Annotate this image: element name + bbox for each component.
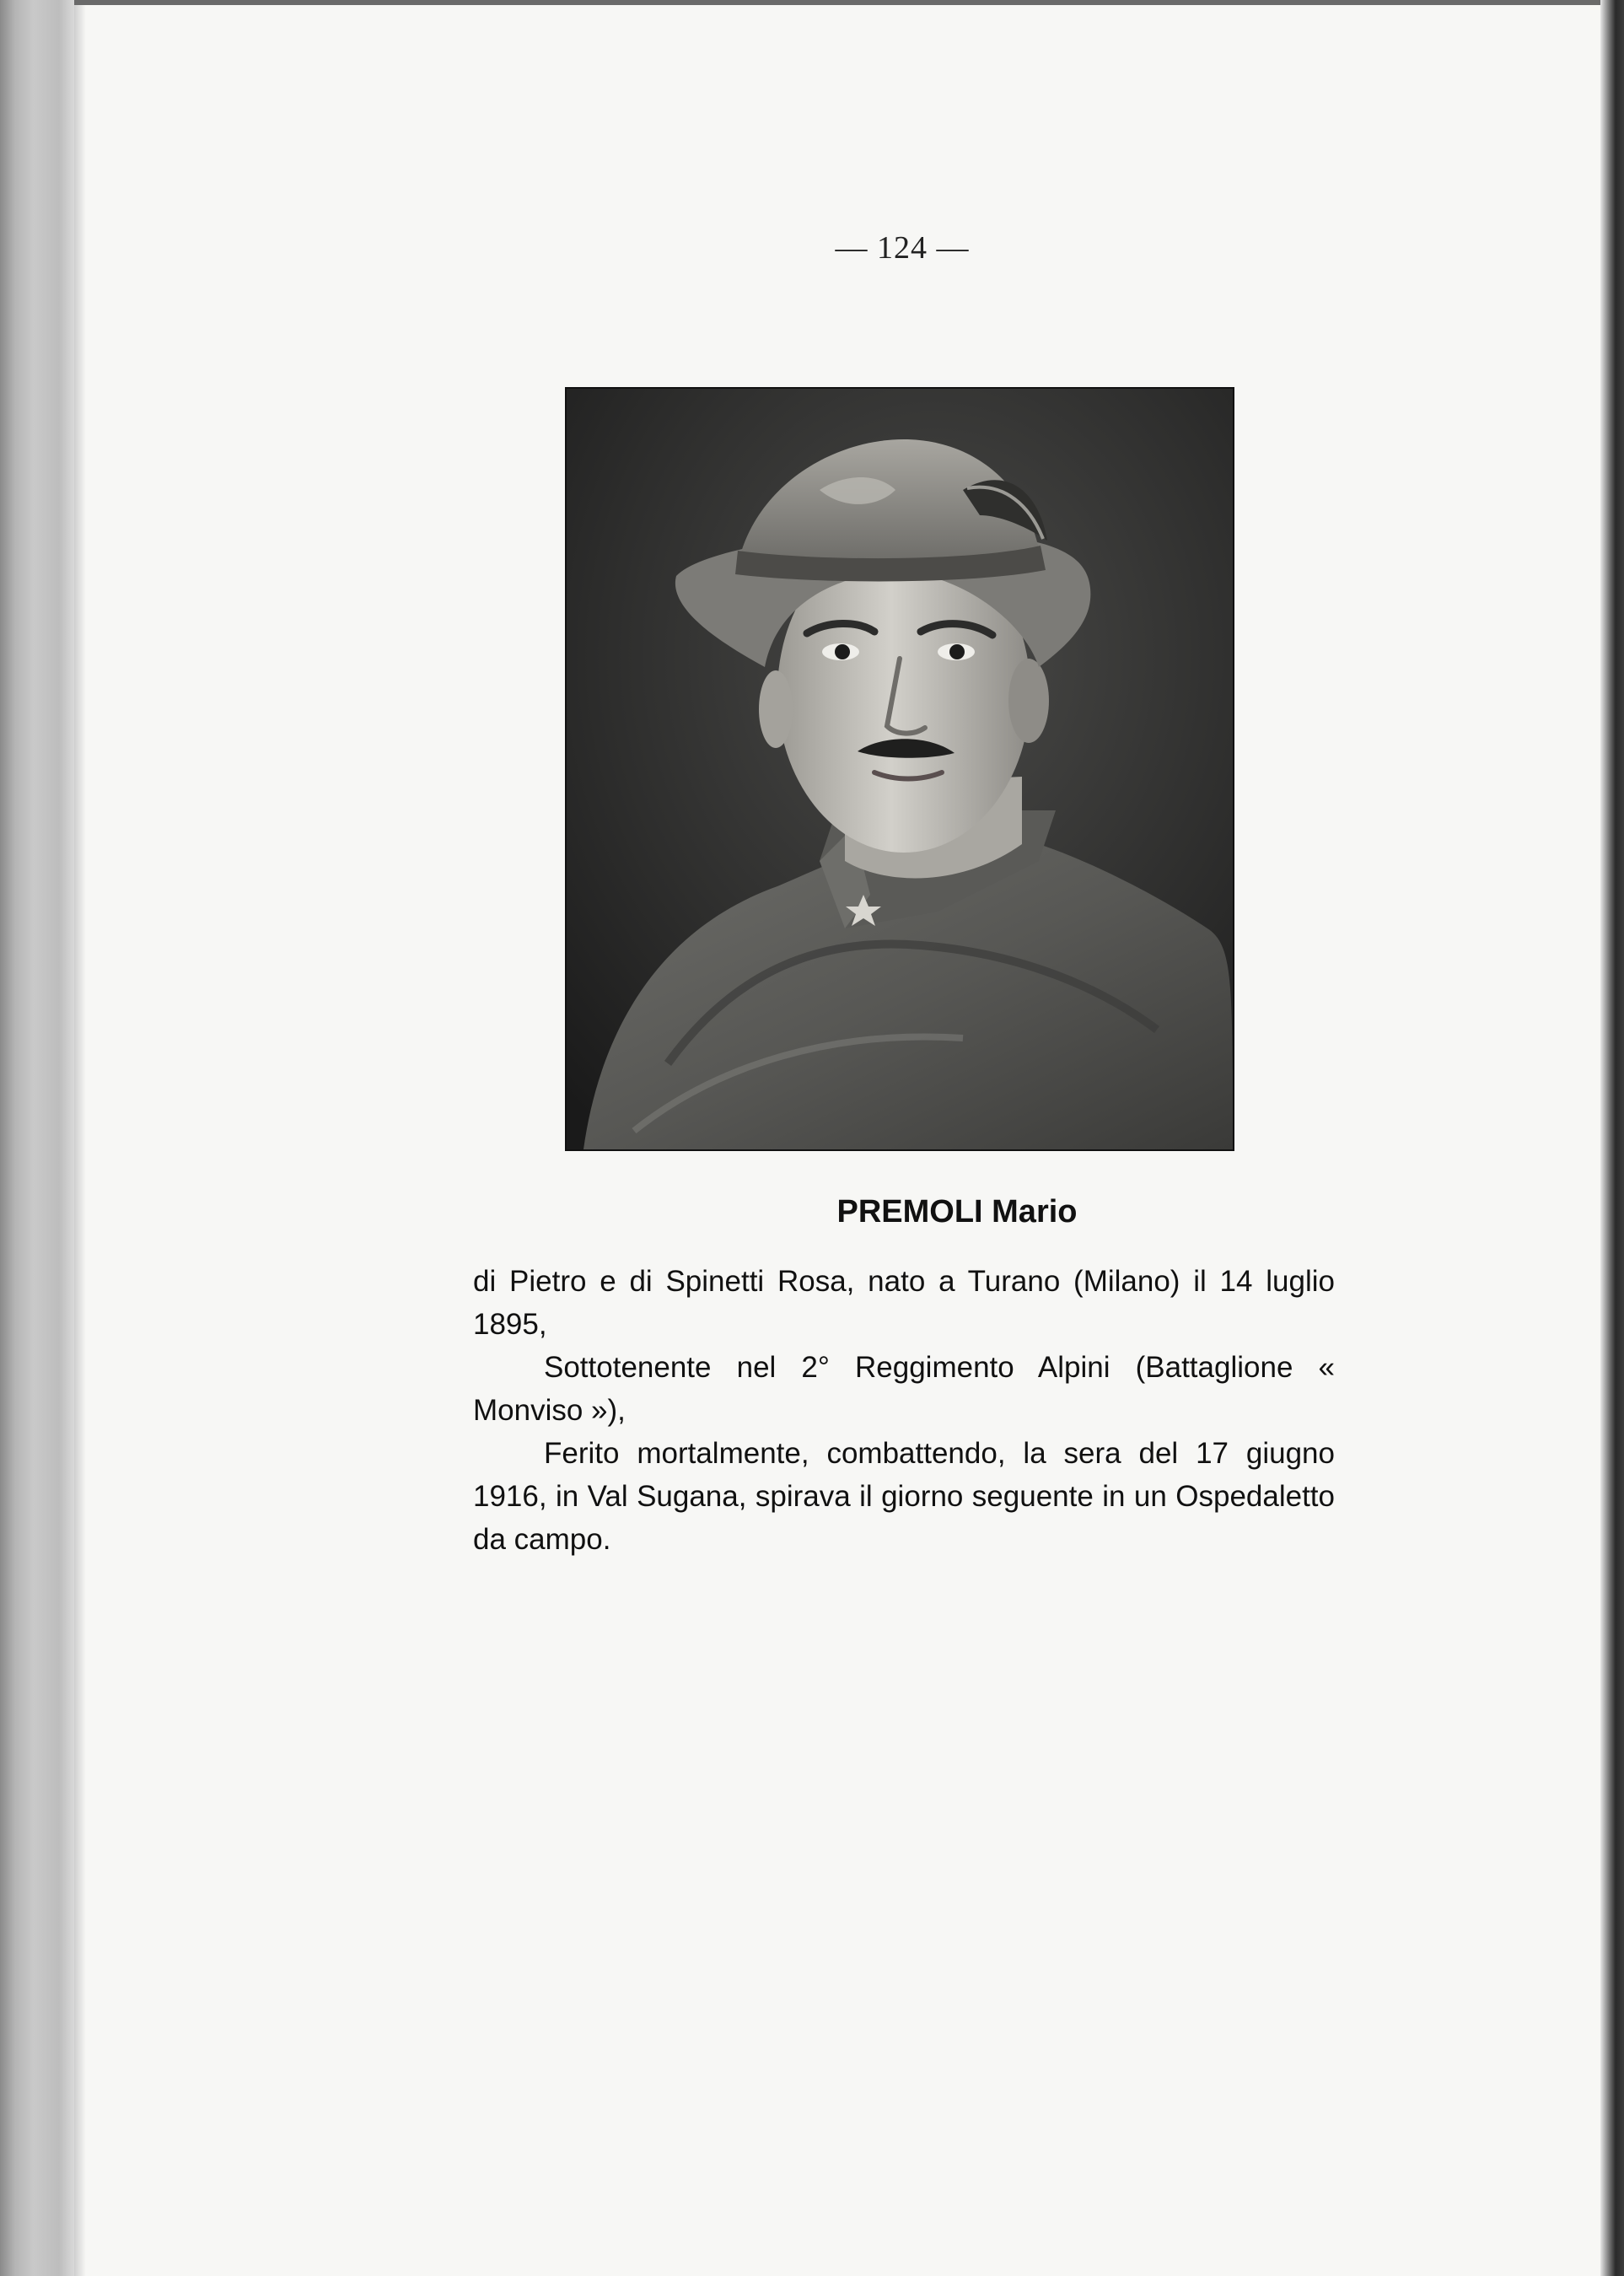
page-top-edge — [74, 0, 1624, 5]
bio-paragraph-birth: di Pietro e di Spinetti Rosa, nato a Turano (Milano) il 14 luglio 1895, — [473, 1265, 1335, 1341]
page-number: — 124 — — [835, 230, 970, 266]
binding-shadow — [74, 0, 86, 2276]
entry-name-heading: PREMOLI Mario — [836, 1194, 1078, 1229]
book-binding — [0, 0, 74, 2276]
bio-paragraph-rank: Sottotenente nel 2° Reggimento Alpini (Battaglione « Monviso »), — [473, 1351, 1335, 1427]
page-right-edge — [1600, 0, 1624, 2276]
portrait-illustration — [567, 389, 1233, 1149]
entry-biography — [473, 1260, 1335, 1561]
bio-paragraph-death: Ferito mortalmente, combattendo, la sera del 17 giugno 1916, in Val Sugana, spirava il giorno seguente in un Ospedaletto da campo. — [473, 1437, 1335, 1556]
portrait-photo — [565, 387, 1234, 1151]
